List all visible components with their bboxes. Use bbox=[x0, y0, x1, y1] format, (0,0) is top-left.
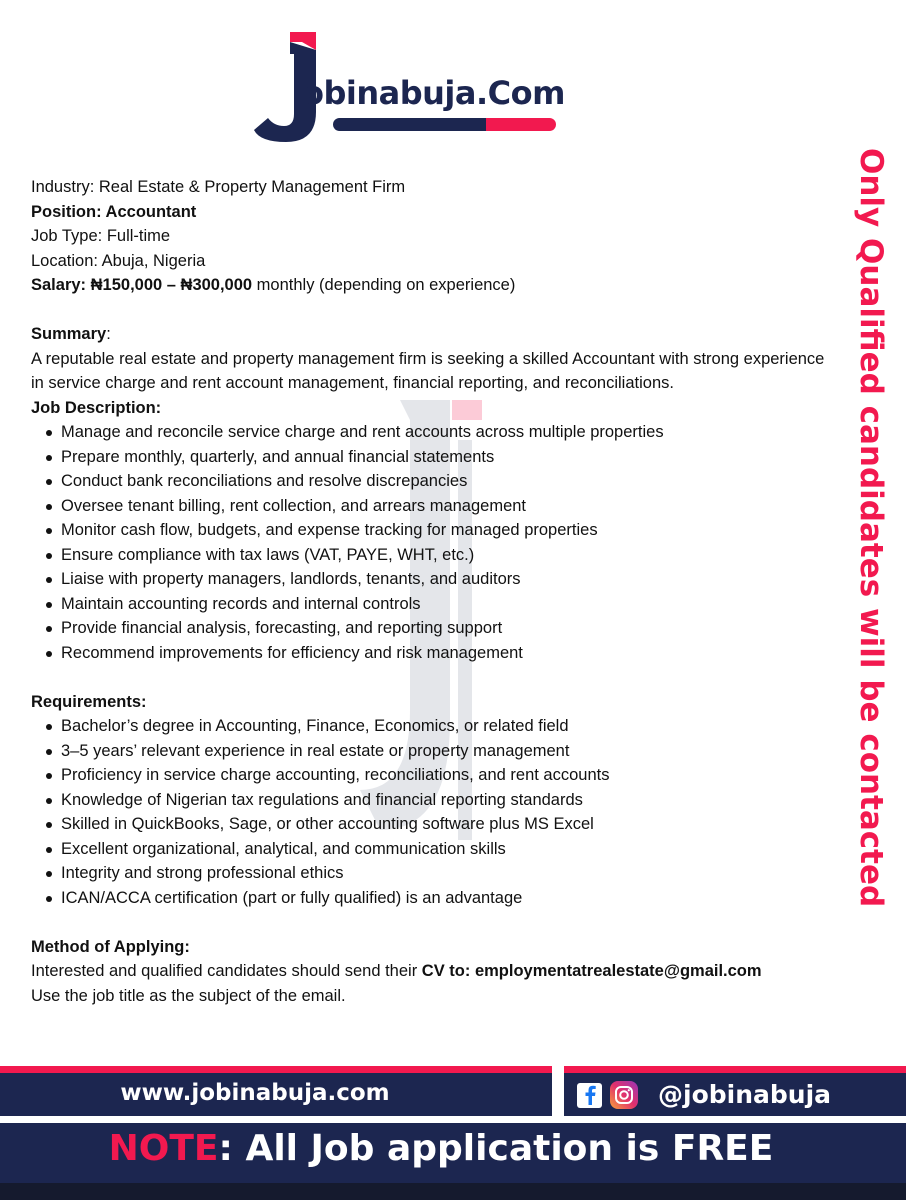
list-item: Proficiency in service charge accounting, reconciliations, and rent accounts bbox=[31, 763, 831, 788]
list-item: Excellent organizational, analytical, and communication skills bbox=[31, 837, 831, 862]
applying-heading: Method of Applying: bbox=[31, 937, 190, 956]
list-item: ICAN/ACCA certification (part or fully qualified) is an advantage bbox=[31, 886, 831, 911]
instagram-icon[interactable] bbox=[610, 1081, 638, 1109]
applying-subject-line: Use the job title as the subject of the email. bbox=[31, 986, 346, 1005]
note-text: : All Job application is FREE bbox=[218, 1128, 774, 1169]
free-application-note bbox=[0, 1123, 882, 1175]
industry-line: Industry: Real Estate & Property Management Firm bbox=[31, 178, 406, 196]
salary-line bbox=[31, 273, 831, 298]
position-line: Position: Accountant bbox=[31, 202, 197, 221]
note-label: NOTE bbox=[108, 1128, 219, 1169]
requirements-heading: Requirements: bbox=[31, 692, 147, 711]
list-item: Maintain accounting records and internal controls bbox=[31, 592, 831, 617]
location-line: Location: Abuja, Nigeria bbox=[31, 251, 206, 270]
qualified-candidates-note: Only Qualified candidates will be contacted bbox=[853, 148, 889, 908]
salary-note: monthly (depending on experience) bbox=[252, 276, 516, 294]
job-posting-body bbox=[31, 175, 831, 1008]
job-description-list bbox=[31, 420, 831, 665]
facebook-icon[interactable] bbox=[577, 1083, 602, 1108]
job-type-line: Job Type: Full-time bbox=[31, 227, 171, 245]
list-item: Monitor cash flow, budgets, and expense tracking for managed properties bbox=[31, 518, 831, 543]
application-email[interactable]: CV to: employmentatrealestate@gmail.com bbox=[421, 962, 762, 980]
list-item: Integrity and strong professional ethics bbox=[31, 861, 831, 886]
list-item: Recommend improvements for efficiency and risk management bbox=[31, 641, 831, 666]
list-item: Knowledge of Nigerian tax regulations and financial reporting standards bbox=[31, 788, 831, 813]
job-description-heading: Job Description: bbox=[31, 398, 162, 417]
summary-heading-line bbox=[31, 322, 831, 347]
website-link[interactable]: www.jobinabuja.com bbox=[120, 1080, 390, 1106]
summary-heading: Summary bbox=[31, 325, 107, 343]
list-item: Manage and reconcile service charge and rent accounts across multiple properties bbox=[31, 420, 831, 445]
list-item: Oversee tenant billing, rent collection, and arrears management bbox=[31, 494, 831, 519]
summary-text: A reputable real estate and property management firm is seeking a skilled Accountant with strong experience in service charge and rent account management, financial reporting, and reconciliations. bbox=[31, 349, 825, 392]
list-item: Skilled in QuickBooks, Sage, or other accounting software plus MS Excel bbox=[31, 812, 831, 837]
salary-range: Salary: ₦150,000 – ₦300,000 bbox=[31, 276, 253, 294]
applying-line bbox=[31, 959, 831, 984]
brand-logo bbox=[250, 30, 590, 148]
logo-wordmark: obinabuja.Com bbox=[302, 74, 565, 112]
list-item: Conduct bank reconciliations and resolve discrepancies bbox=[31, 469, 831, 494]
social-handle[interactable]: @jobinabuja bbox=[658, 1080, 832, 1109]
list-item: Provide financial analysis, forecasting, and reporting support bbox=[31, 616, 831, 641]
logo-underline-red bbox=[486, 118, 556, 131]
list-item: Liaise with property managers, landlords, tenants, and auditors bbox=[31, 567, 831, 592]
list-item: Prepare monthly, quarterly, and annual financial statements bbox=[31, 445, 831, 470]
footer-bottom-edge bbox=[0, 1183, 906, 1200]
summary-heading-colon: : bbox=[106, 325, 111, 343]
list-item: Bachelor’s degree in Accounting, Finance, Economics, or related field bbox=[31, 714, 831, 739]
list-item: Ensure compliance with tax laws (VAT, PAYE, WHT, etc.) bbox=[31, 543, 831, 568]
logo-underline-navy bbox=[333, 118, 500, 131]
footer-red-stripe-right bbox=[564, 1066, 906, 1073]
footer-red-stripe-left bbox=[0, 1066, 552, 1073]
requirements-list bbox=[31, 714, 831, 910]
list-item: 3–5 years’ relevant experience in real estate or property management bbox=[31, 739, 831, 764]
applying-text: Interested and qualified candidates should send their bbox=[31, 962, 422, 980]
social-handles bbox=[577, 1079, 831, 1111]
